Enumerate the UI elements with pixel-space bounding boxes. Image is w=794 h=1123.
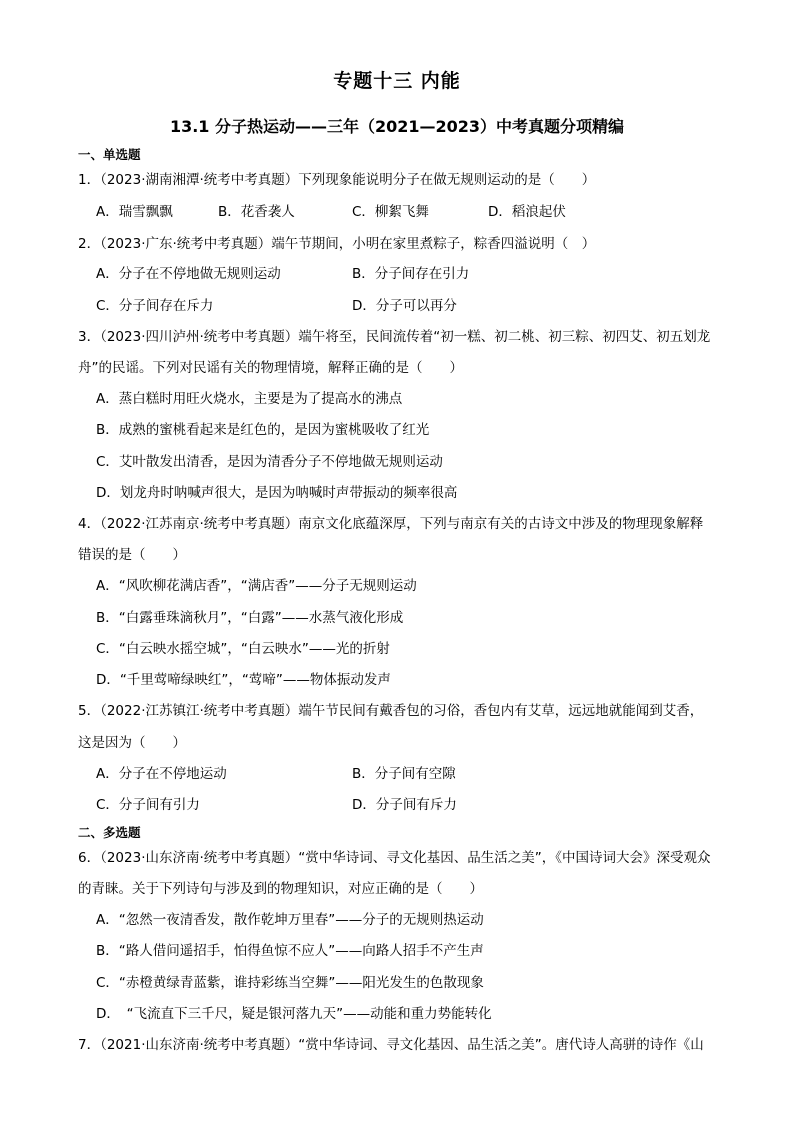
question-5-stem-line-1: 5．（2022·江苏镇江·统考中考真题）端午节民间有戴香包的习俗，香包内有艾草，远远地就能闻到艾香， [78,703,704,719]
question-2-option-d: D．分子可以再分 [352,298,457,314]
question-3-stem-line-1: 3．（2023·四川泸州·统考中考真题）端午将至，民间流传着“初一糕、初二桃、初三粽、初四艾、初五划龙 [78,329,711,345]
page-subtitle: 13.1 分子热运动——三年（2021—2023）中考真题分项精编 [169,117,625,136]
question-5-option-d: D．分子间有斥力 [352,797,457,813]
question-3-option-c: C．艾叶散发出清香，是因为清香分子不停地做无规则运动 [96,454,443,470]
question-4-option-b: B．“白露垂珠滴秋月”，“白露”——水蒸气液化形成 [96,610,404,626]
question-4-option-c: C．“白云映水摇空城”，“白云映水”——光的折射 [96,641,390,657]
section-heading-multiple-choice: 二、多选题 [78,825,141,840]
section-heading-single-choice: 一、单选题 [78,147,141,162]
question-5-stem-line-2: 这是因为（ ） [78,735,186,751]
question-6-option-b: B．“路人借问遥招手，怕得鱼惊不应人”——向路人招手不产生声 [96,943,484,959]
question-3-option-d: D．划龙舟时呐喊声很大，是因为呐喊时声带振动的频率很高 [96,485,458,501]
question-2-option-c: C．分子间存在斥力 [96,298,214,314]
question-1-option-d: D．稻浪起伏 [488,204,566,220]
question-1-option-b: B．花香袭人 [218,204,295,220]
question-4-option-a: A．“风吹柳花满店香”，“满店香”——分子无规则运动 [96,578,417,594]
question-3-stem-line-2: 舟”的民谣。下列对民谣有关的物理情境，解释正确的是（ ） [78,360,463,376]
question-4-stem-line-2: 错误的是（ ） [78,547,186,563]
question-4-stem-line-1: 4．（2022·江苏南京·统考中考真题）南京文化底蕴深厚，下列与南京有关的古诗文中涉及的物理现象解释 [78,516,704,532]
question-1-option-c: C．柳絮飞舞 [352,204,429,220]
question-4-option-d: D．“千里莺啼绿映红”，“莺啼”——物体振动发声 [96,672,391,688]
question-5-option-c: C．分子间有引力 [96,797,200,813]
question-6-option-d: D． “飞流直下三千尺，疑是银河落九天”——动能和重力势能转化 [96,1006,492,1022]
question-3-option-b: B．成熟的蜜桃看起来是红色的，是因为蜜桃吸收了红光 [96,422,430,438]
question-1-stem: 1．（2023·湖南湘潭·统考中考真题）下列现象能说明分子在做无规则运动的是（ ） [78,172,596,188]
question-6-stem-line-1: 6．（2023·山东济南·统考中考真题）“赏中华诗词、寻文化基因、品生活之美”，《中国诗词大会》深受观众 [78,850,711,866]
question-6-option-a: A．“忽然一夜清香发，散作乾坤万里春”——分子的无规则热运动 [96,912,484,928]
question-2-stem: 2．（2023·广东·统考中考真题）端午节期间，小明在家里煮粽子，粽香四溢说明（ ） [78,236,596,252]
question-5-option-b: B．分子间有空隙 [352,766,456,782]
question-6-option-c: C．“赤橙黄绿青蓝紫，谁持彩练当空舞”——阳光发生的色散现象 [96,975,484,991]
page-title: 专题十三 内能 [333,70,461,92]
question-2-option-a: A．分子在不停地做无规则运动 [96,266,281,282]
question-2-option-b: B．分子间存在引力 [352,266,470,282]
question-6-stem-line-2: 的青睐。关于下列诗句与涉及到的物理知识，对应正确的是（ ） [78,881,483,897]
question-7-stem-line-1: 7．（2021·山东济南·统考中考真题）“赏中华诗词、寻文化基因、品生活之美”。唐代诗人高骈的诗作《山 [78,1037,704,1053]
question-1-option-a: A．瑞雪飘飘 [96,204,173,220]
question-3-option-a: A．蒸白糕时用旺火烧水，主要是为了提高水的沸点 [96,391,403,407]
question-5-option-a: A．分子在不停地运动 [96,766,227,782]
